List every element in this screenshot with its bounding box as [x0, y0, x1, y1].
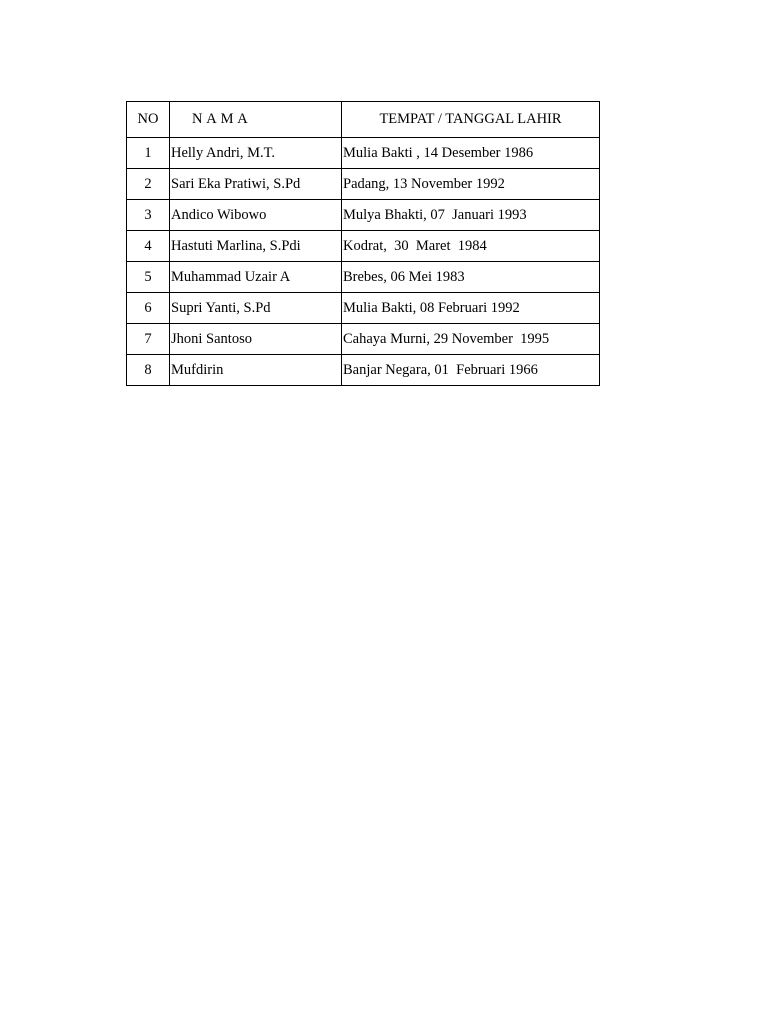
- cell-no: 6: [127, 293, 170, 324]
- cell-tempat-tanggal-lahir: Banjar Negara, 01 Februari 1966: [342, 355, 600, 386]
- cell-no: 4: [127, 231, 170, 262]
- cell-tempat-tanggal-lahir: Mulya Bhakti, 07 Januari 1993: [342, 200, 600, 231]
- cell-no: 3: [127, 200, 170, 231]
- table-row: [127, 138, 600, 169]
- cell-tempat-tanggal-lahir: Kodrat, 30 Maret 1984: [342, 231, 600, 262]
- cell-no: 2: [127, 169, 170, 200]
- cell-nama: Hastuti Marlina, S.Pdi: [170, 231, 342, 262]
- table-body: [127, 138, 600, 386]
- cell-tempat-tanggal-lahir: Mulia Bakti , 14 Desember 1986: [342, 138, 600, 169]
- cell-tempat-tanggal-lahir: Padang, 13 November 1992: [342, 169, 600, 200]
- cell-no: 7: [127, 324, 170, 355]
- table-row: [127, 200, 600, 231]
- cell-nama: Mufdirin: [170, 355, 342, 386]
- cell-nama: Helly Andri, M.T.: [170, 138, 342, 169]
- cell-no: 8: [127, 355, 170, 386]
- cell-nama: Sari Eka Pratiwi, S.Pd: [170, 169, 342, 200]
- header-no: NO: [127, 102, 170, 138]
- header-tempat-tanggal-lahir: TEMPAT / TANGGAL LAHIR: [342, 102, 600, 138]
- cell-tempat-tanggal-lahir: Brebes, 06 Mei 1983: [342, 262, 600, 293]
- table-header: [127, 102, 600, 138]
- table-row: [127, 231, 600, 262]
- cell-tempat-tanggal-lahir: Cahaya Murni, 29 November 1995: [342, 324, 600, 355]
- cell-nama: Supri Yanti, S.Pd: [170, 293, 342, 324]
- table-row: [127, 169, 600, 200]
- cell-no: 1: [127, 138, 170, 169]
- cell-nama: Jhoni Santoso: [170, 324, 342, 355]
- birth-data-table: [126, 101, 600, 386]
- cell-no: 5: [127, 262, 170, 293]
- table-row: [127, 262, 600, 293]
- cell-nama: Muhammad Uzair A: [170, 262, 342, 293]
- header-nama: N A M A: [170, 102, 342, 138]
- header-row: [127, 102, 600, 138]
- cell-nama: Andico Wibowo: [170, 200, 342, 231]
- table-row: [127, 324, 600, 355]
- table-row: [127, 355, 600, 386]
- cell-tempat-tanggal-lahir: Mulia Bakti, 08 Februari 1992: [342, 293, 600, 324]
- table-row: [127, 293, 600, 324]
